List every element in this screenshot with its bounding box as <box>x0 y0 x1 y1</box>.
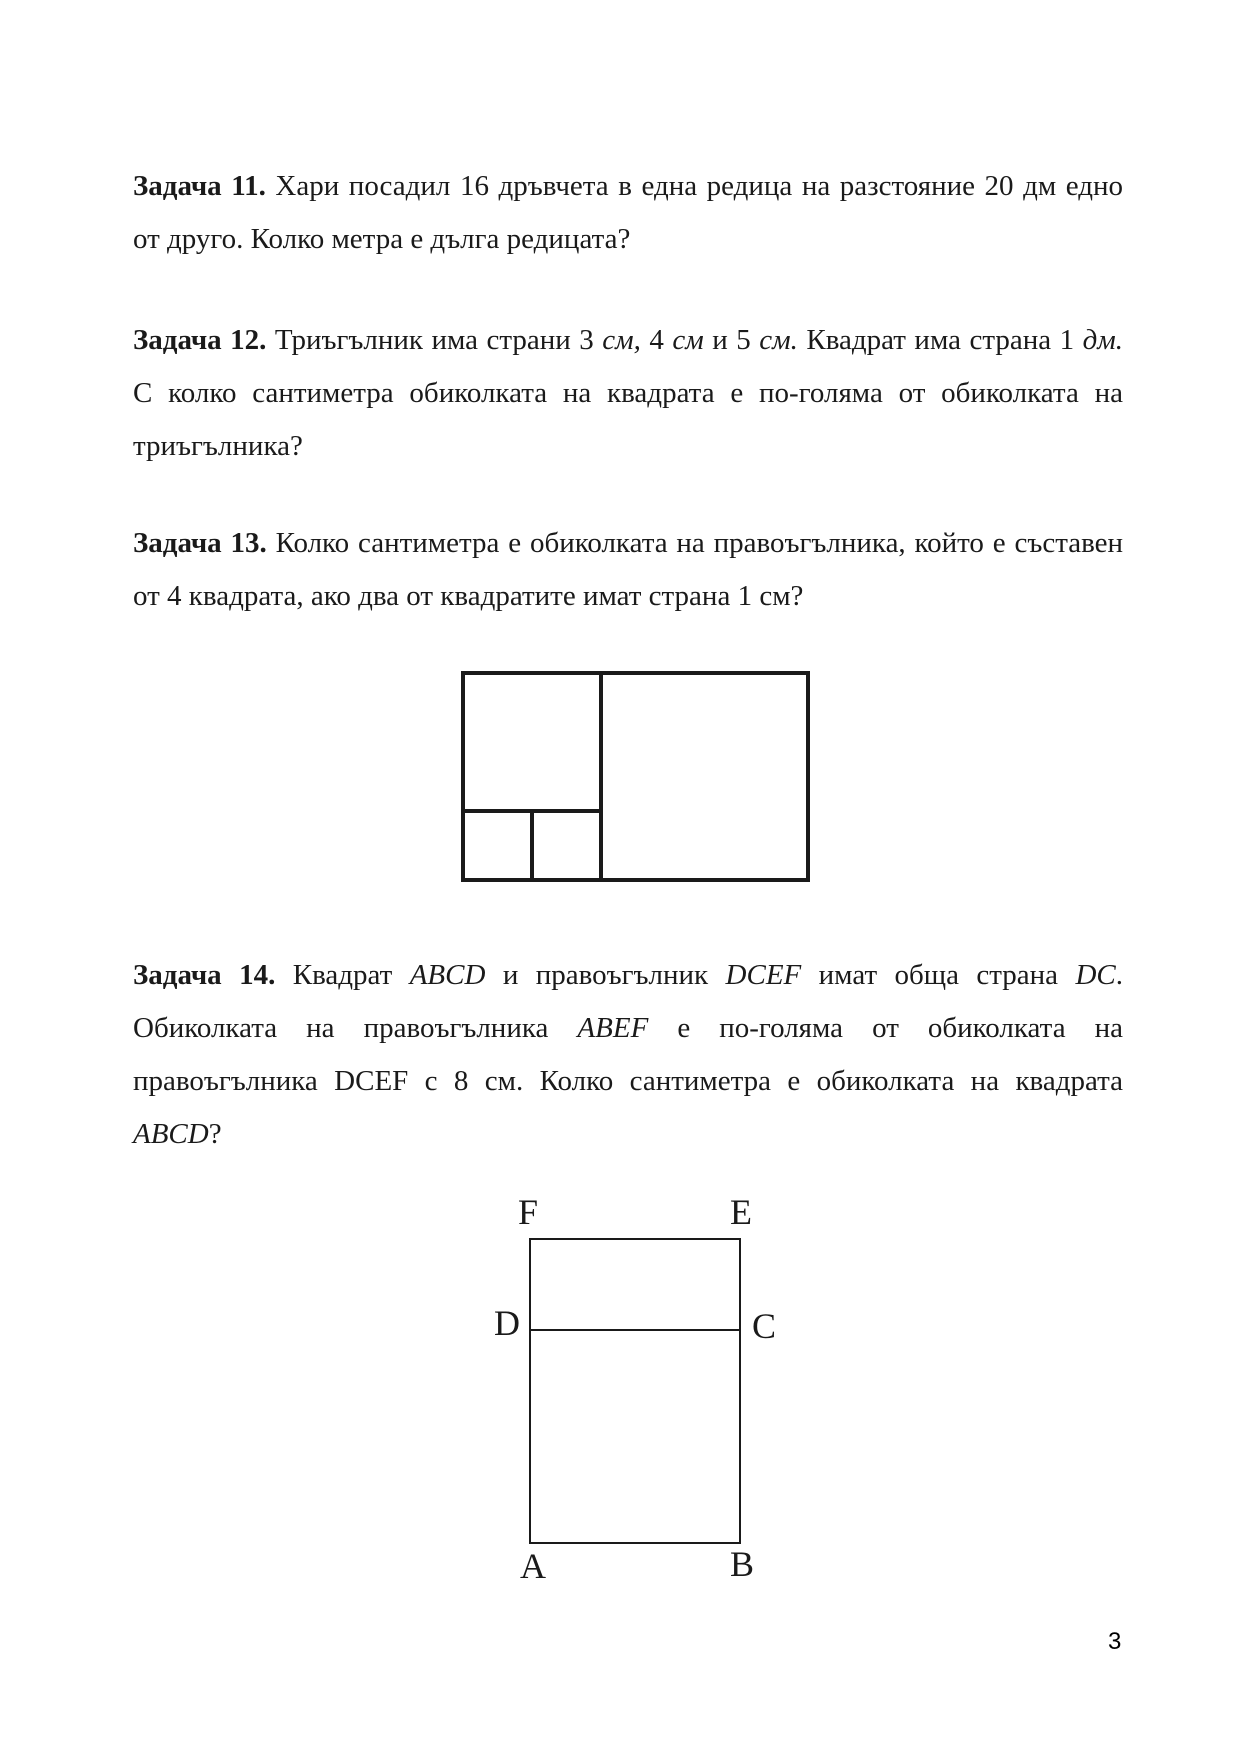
text-run: имат обща страна <box>801 959 1076 991</box>
text-run: С колко сантиметра обиколката на квадрата е по-голяма от обиколката на триъгълника? <box>133 377 1123 462</box>
text-run: . Обиколката на правоъгълника <box>133 959 1124 1044</box>
text-run: Хари посадил 16 дръвчета в една редица на разстояние 20 дм едно от друго. Колко метра е дълга редицата? <box>133 170 1123 255</box>
vertex-label-e: E <box>730 1192 752 1232</box>
text-run: DC <box>1075 959 1116 991</box>
text-run: Квадрат <box>275 959 410 991</box>
vertex-label-c: C <box>752 1306 777 1346</box>
abcd-dcef-drawing <box>529 1238 741 1544</box>
vertex-label-a: A <box>520 1546 546 1586</box>
text-run: дм. <box>1082 324 1124 356</box>
problem-12-text <box>133 314 1123 473</box>
text-run: ABCD <box>133 1118 209 1150</box>
problem-13-text <box>133 517 1123 623</box>
text-run: ABEF <box>577 1012 649 1044</box>
text-run: Задача 11. <box>133 170 266 202</box>
problem-14-text <box>133 949 1123 1161</box>
text-run: см <box>672 324 704 356</box>
text-run: ABCD <box>409 959 486 991</box>
text-run: е по-голяма от обиколката на правоъгълника DCEF с 8 см. Колко сантиметра е обиколката на квадрата <box>133 1012 1123 1097</box>
text-run: Задача 13. <box>133 527 267 559</box>
text-run: см, <box>602 324 641 356</box>
text-run: DCEF <box>725 959 802 991</box>
text-run: Задача 12. <box>133 324 267 356</box>
vertex-label-b: B <box>730 1544 755 1584</box>
vertex-label-d: D <box>494 1303 520 1343</box>
text-run: ? <box>208 1118 222 1150</box>
figure-square-abcd-rectangle-dcef <box>529 1238 741 1544</box>
text-run: Колко сантиметра е обиколката на правоъгълника, който е съставен от 4 квадрата, ако два от квадратите имат страна 1 см? <box>133 527 1124 612</box>
text-run: 4 <box>640 324 673 356</box>
text-run: и 5 <box>703 324 760 356</box>
vertex-label-f: F <box>518 1192 539 1232</box>
text-run: Триъгълник има страни 3 <box>266 324 603 356</box>
figure-rectangle-of-squares <box>461 671 810 882</box>
page-number: 3 <box>1108 1628 1122 1655</box>
rectangle-of-squares-drawing <box>461 671 810 882</box>
problem-11-text <box>133 160 1123 266</box>
text-run: см. <box>759 324 798 356</box>
text-run: Квадрат има страна 1 <box>797 324 1083 356</box>
text-run: Задача 14. <box>133 959 276 991</box>
text-run: и правоъгълник <box>485 959 726 991</box>
